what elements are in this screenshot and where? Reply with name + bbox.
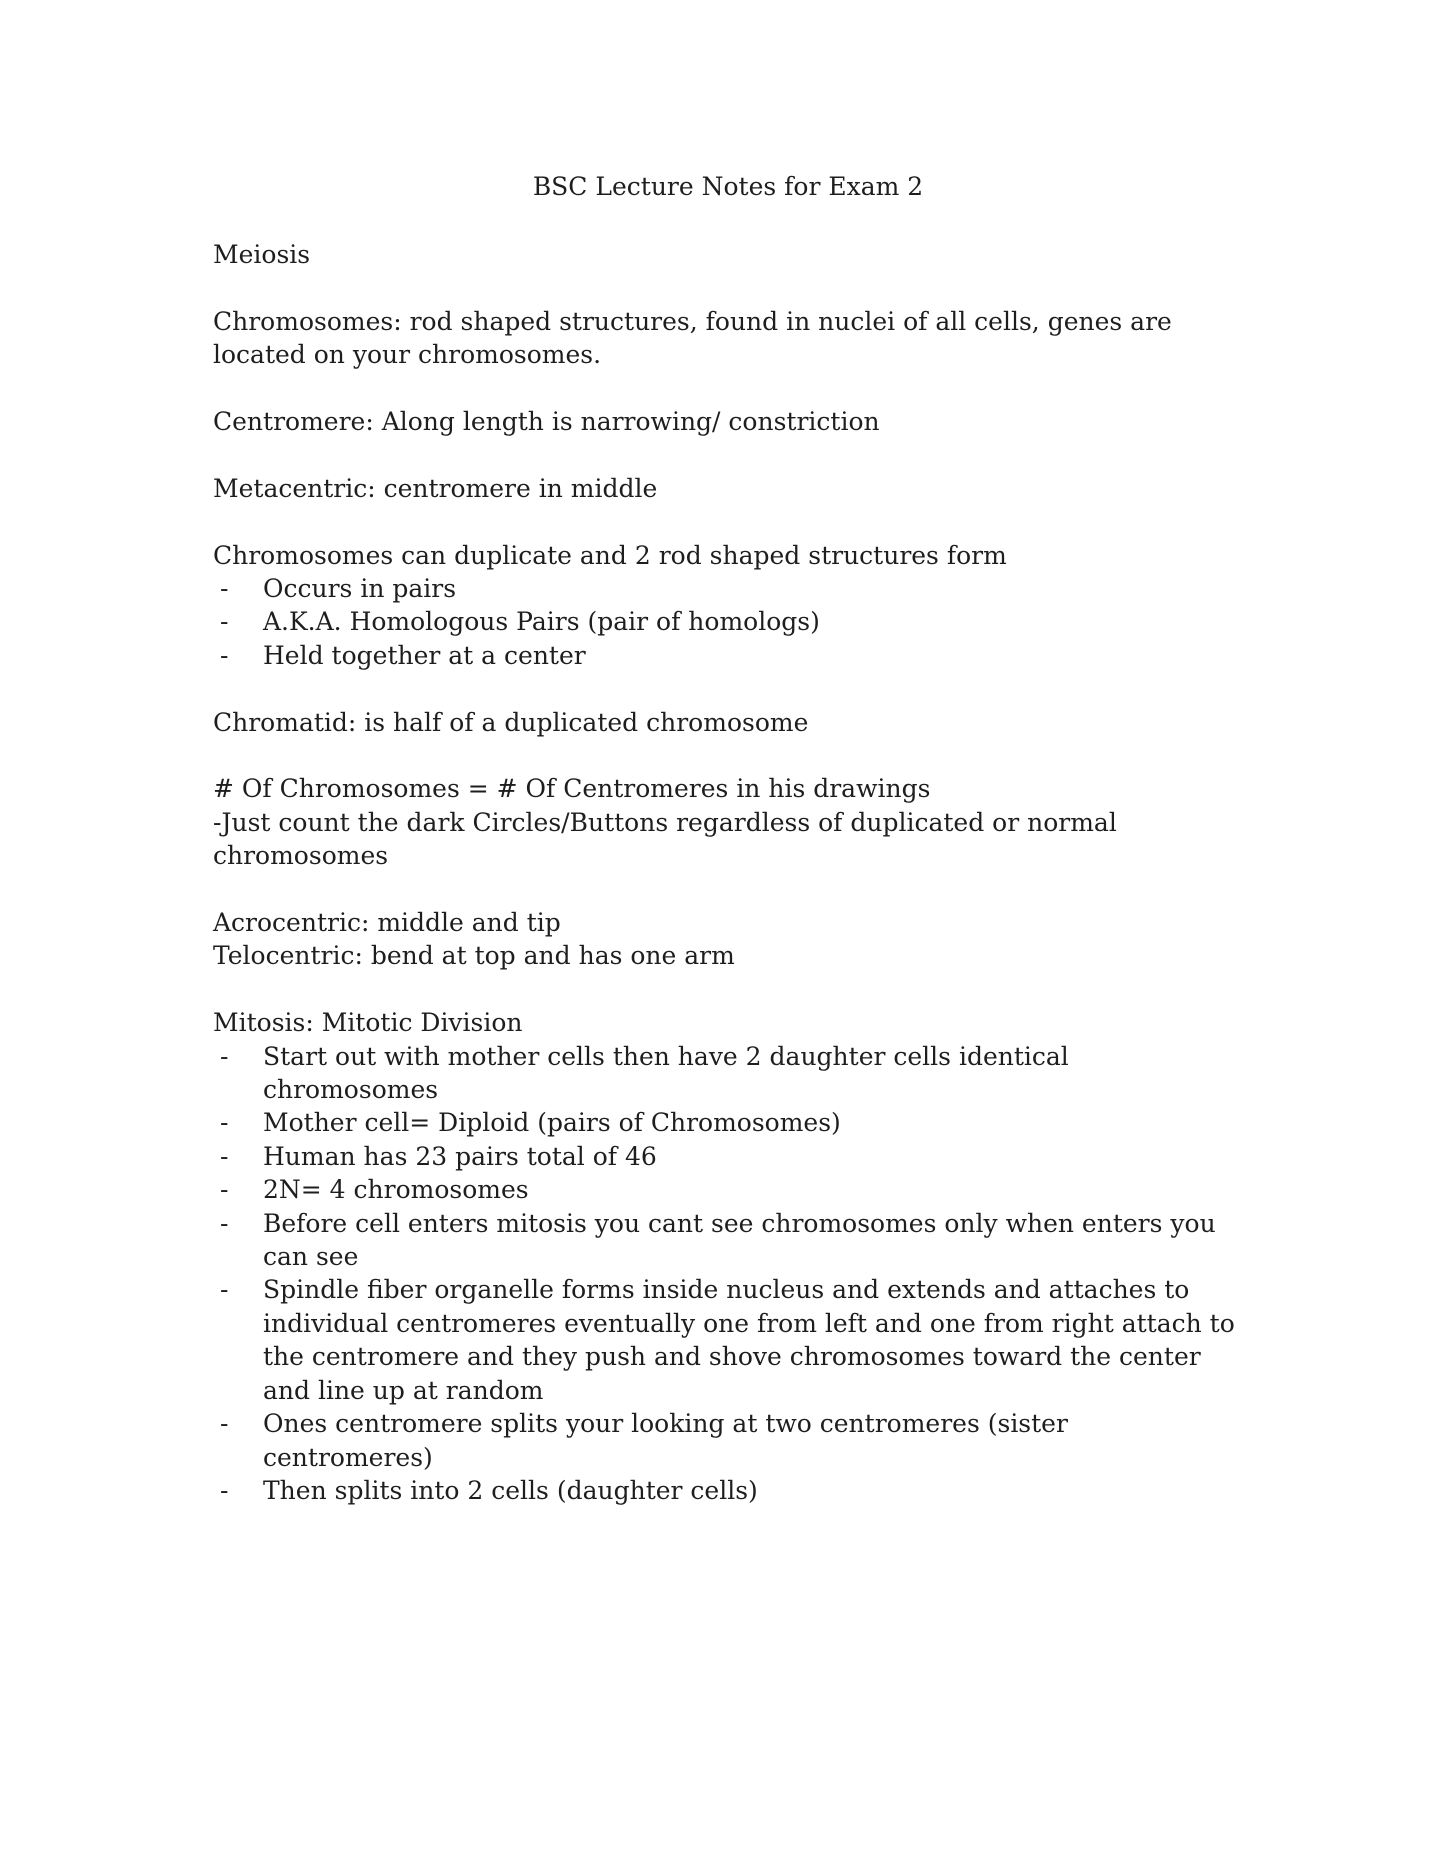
bullet-dash: - bbox=[220, 1041, 229, 1071]
count-line-1: # Of Chromosomes = # Of Centromeres in his drawings bbox=[213, 774, 931, 804]
mitosis-bullet-list bbox=[213, 1040, 1243, 1508]
bullet-dash: - bbox=[220, 1475, 229, 1505]
list-item-text: Then splits into 2 cells (daughter cells) bbox=[263, 1475, 758, 1505]
list-item-text: Human has 23 pairs total of 46 bbox=[263, 1141, 657, 1171]
document-title: BSC Lecture Notes for Exam 2 bbox=[532, 172, 924, 201]
bullet-dash: - bbox=[220, 1141, 229, 1171]
list-item bbox=[213, 639, 1243, 672]
list-item-text: Mother cell= Diploid (pairs of Chromosomes) bbox=[263, 1108, 841, 1138]
metacentric-definition: Metacentric: centromere in middle bbox=[213, 473, 658, 503]
chromatid-definition: Chromatid: is half of a duplicated chromosome bbox=[213, 707, 809, 737]
chromosomes-definition: Chromosomes: rod shaped structures, found in nuclei of all cells, genes are located on your chromosomes. bbox=[213, 306, 1172, 370]
list-item-text: Ones centromere splits your looking at two centromeres (sister centromeres) bbox=[263, 1409, 1068, 1472]
count-line-2: -Just count the dark Circles/Buttons regardless of duplicated or normal chromosomes bbox=[213, 807, 1117, 871]
list-item-text: Spindle fiber organelle forms inside nucleus and extends and attaches to individual centromeres eventually one from left and one from right attach to the centromere and they push and shove chromosomes toward the center and line up at random bbox=[263, 1275, 1235, 1405]
list-item-text: Held together at a center bbox=[263, 640, 586, 670]
list-item bbox=[213, 605, 1243, 638]
bullet-dash: - bbox=[220, 1175, 229, 1205]
section-heading-meiosis: Meiosis bbox=[213, 240, 311, 269]
list-item-text: Before cell enters mitosis you cant see chromosomes only when enters you can see bbox=[263, 1208, 1216, 1272]
bullet-dash: - bbox=[220, 607, 229, 637]
document-body bbox=[213, 238, 1243, 1507]
list-item bbox=[213, 1207, 1243, 1274]
list-item bbox=[213, 1173, 1243, 1206]
duplicate-heading: Chromosomes can duplicate and 2 rod shaped structures form bbox=[213, 540, 1007, 570]
bullet-dash: - bbox=[220, 1275, 229, 1305]
list-item bbox=[213, 1474, 1243, 1507]
bullet-dash: - bbox=[220, 1409, 229, 1439]
list-item-text: Start out with mother cells then have 2 daughter cells identical chromosomes bbox=[263, 1041, 1069, 1105]
list-item bbox=[213, 1273, 1243, 1407]
list-item bbox=[213, 1106, 1243, 1139]
mitosis-heading: Mitosis: Mitotic Division bbox=[213, 1008, 523, 1038]
bullet-dash: - bbox=[220, 1208, 229, 1238]
list-item bbox=[213, 1407, 1243, 1474]
list-item bbox=[213, 1040, 1243, 1107]
bullet-dash: - bbox=[220, 1108, 229, 1138]
list-item-text: A.K.A. Homologous Pairs (pair of homologs) bbox=[263, 607, 820, 637]
centromere-definition: Centromere: Along length is narrowing/ constriction bbox=[213, 407, 880, 436]
bullet-dash: - bbox=[220, 640, 229, 670]
list-item-text: Occurs in pairs bbox=[263, 574, 457, 603]
acrocentric-definition: Acrocentric: middle and tip bbox=[213, 908, 561, 938]
list-item bbox=[213, 1140, 1243, 1173]
telocentric-definition: Telocentric: bend at top and has one arm bbox=[213, 941, 735, 971]
duplicate-bullet-list bbox=[213, 572, 1243, 672]
bullet-dash: - bbox=[220, 574, 229, 603]
list-item-text: 2N= 4 chromosomes bbox=[263, 1175, 529, 1205]
list-item bbox=[213, 572, 1243, 605]
